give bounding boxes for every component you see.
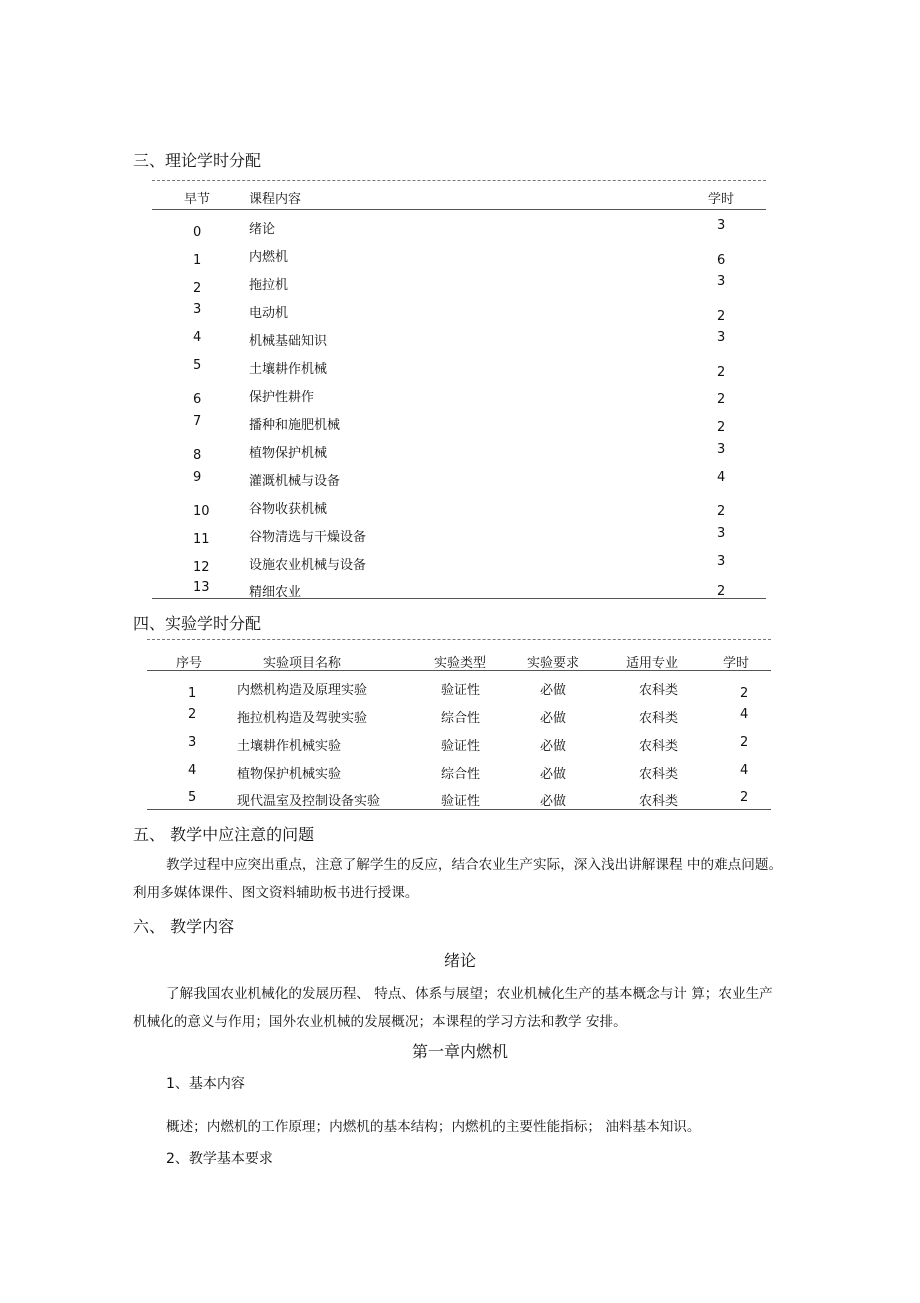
attention-paragraph-line1: 教学过程中应突出重点，注意了解学生的反应，结合农业生产实际，深入浅出讲解课程 中的难点问题。 (166, 857, 783, 873)
theory-row-content: 精细农业 (249, 585, 302, 600)
theory-row-hours: 3 (717, 526, 726, 541)
theory-row-content: 电动机 (249, 306, 289, 321)
lab-row-major: 农科类 (639, 767, 679, 782)
lab-row-type: 验证性 (441, 739, 481, 754)
lab-header-req: 实验要求 (526, 656, 580, 671)
lab-row-req: 必做 (540, 711, 567, 726)
lab-header-no: 序号 (175, 656, 203, 671)
theory-header-content: 课程内容 (249, 192, 302, 207)
theory-row-chapter: 5 (193, 358, 202, 373)
theory-row-hours: 2 (717, 309, 726, 324)
theory-row-hours: 3 (717, 274, 726, 289)
lab-row-type: 验证性 (441, 683, 481, 698)
lab-row-req: 必做 (540, 767, 567, 782)
lab-row-name: 土壤耕作机械实验 (237, 739, 342, 754)
attention-paragraph-line2: 利用多媒体课件、图文资料辅助板书进行授课。 (133, 885, 419, 901)
theory-row-content: 谷物收获机械 (249, 502, 328, 517)
theory-row-hours: 4 (717, 470, 726, 485)
theory-header-hours: 学时 (708, 192, 735, 207)
theory-row-chapter: 12 (193, 560, 210, 575)
theory-row-hours: 2 (717, 420, 726, 435)
lab-row-hours: 4 (740, 707, 749, 722)
lab-row-req: 必做 (540, 794, 567, 809)
lab-row-no: 3 (188, 735, 197, 750)
theory-row-chapter: 9 (193, 470, 202, 485)
theory-row-content: 保护性耕作 (249, 390, 315, 405)
lab-row-hours: 2 (740, 790, 749, 805)
theory-row-hours: 3 (717, 330, 726, 345)
theory-row-hours: 2 (717, 392, 726, 407)
theory-row-hours: 3 (717, 554, 726, 569)
lab-row-req: 必做 (540, 739, 567, 754)
theory-row-content: 灌溉机械与设备 (249, 474, 341, 489)
lab-row-hours: 2 (740, 735, 749, 750)
theory-row-content: 谷物清选与干燥设备 (249, 530, 367, 545)
theory-header-chapter: 早节 (184, 192, 211, 207)
lab-row-type: 综合性 (441, 711, 481, 726)
theory-table-bottom-rule (152, 598, 766, 599)
theory-table-top-rule (152, 180, 766, 181)
lab-header-name: 实验项目名称 (262, 656, 342, 671)
theory-row-content: 拖拉机 (249, 278, 289, 293)
lab-table-header-rule (147, 670, 771, 671)
intro-paragraph-line2: 机械化的意义与作用；国外农业机械的发展概况；本课程的学习方法和教学 安排。 (133, 1014, 627, 1030)
lab-header-hours: 学时 (722, 656, 750, 671)
lab-header-type: 实验类型 (433, 656, 487, 671)
theory-row-chapter: 10 (193, 504, 210, 519)
theory-row-hours: 2 (717, 365, 726, 380)
lab-row-type: 综合性 (441, 767, 481, 782)
chapter1-subheading-basic: 1、基本内容 (166, 1076, 245, 1092)
theory-row-hours: 6 (717, 253, 726, 268)
lab-row-major: 农科类 (639, 711, 679, 726)
theory-row-chapter: 1 (193, 253, 202, 268)
theory-row-hours: 2 (717, 584, 726, 599)
lab-row-hours: 2 (740, 686, 749, 701)
chapter1-basic-text: 概述；内燃机的工作原理；内燃机的基本结构；内燃机的主要性能指标； 油料基本知识。 (166, 1119, 701, 1135)
chapter1-title: 第一章内燃机 (411, 1042, 509, 1061)
theory-row-chapter: 4 (193, 330, 202, 345)
theory-row-content: 土壤耕作机械 (249, 362, 328, 377)
lab-row-name: 现代温室及控制设备实验 (237, 794, 381, 809)
lab-row-major: 农科类 (639, 794, 679, 809)
intro-title: 绪论 (443, 951, 477, 970)
theory-row-hours: 3 (717, 218, 726, 233)
chapter1-subheading-requirements: 2、教学基本要求 (166, 1151, 273, 1167)
theory-row-chapter: 6 (193, 392, 202, 407)
lab-row-name: 拖拉机构造及驾驶实验 (237, 711, 368, 726)
lab-row-major: 农科类 (639, 739, 679, 754)
lab-table-bottom-rule (147, 809, 771, 810)
attention-heading: 五、 教学中应注意的问题 (133, 825, 315, 844)
theory-row-hours: 2 (717, 504, 726, 519)
theory-row-content: 内燃机 (249, 250, 289, 265)
theory-table-header-rule (152, 209, 766, 210)
lab-row-no: 4 (188, 763, 197, 778)
theory-row-hours: 3 (717, 442, 726, 457)
lab-row-type: 验证性 (441, 794, 481, 809)
lab-header-major: 适用专业 (625, 656, 679, 671)
content-heading: 六、 教学内容 (133, 917, 235, 936)
theory-row-chapter: 2 (193, 281, 202, 296)
theory-row-chapter: 3 (193, 302, 202, 317)
theory-row-content: 绪论 (249, 222, 276, 237)
lab-table-top-rule (147, 639, 771, 640)
lab-row-major: 农科类 (639, 683, 679, 698)
lab-row-no: 5 (188, 790, 197, 805)
theory-row-chapter: 8 (193, 448, 202, 463)
lab-row-no: 2 (188, 707, 197, 722)
theory-row-chapter: 11 (193, 532, 210, 547)
theory-row-content: 播种和施肥机械 (249, 418, 341, 433)
theory-row-content: 设施农业机械与设备 (249, 558, 367, 573)
lab-row-no: 1 (188, 686, 197, 701)
lab-row-hours: 4 (740, 763, 749, 778)
intro-paragraph-line1: 了解我国农业机械化的发展历程、 特点、体系与展望；农业机械化生产的基本概念与计 算；农业生产 (166, 986, 773, 1002)
theory-heading: 三、理论学时分配 (133, 151, 262, 170)
theory-row-chapter: 13 (193, 580, 210, 595)
theory-row-content: 机械基础知识 (249, 334, 328, 349)
lab-row-name: 植物保护机械实验 (237, 767, 342, 782)
theory-row-chapter: 0 (193, 225, 202, 240)
theory-row-content: 植物保护机械 (249, 446, 328, 461)
lab-row-name: 内燃机构造及原理实验 (237, 683, 368, 698)
lab-heading: 四、实验学时分配 (133, 614, 262, 633)
lab-row-req: 必做 (540, 683, 567, 698)
theory-row-chapter: 7 (193, 414, 202, 429)
